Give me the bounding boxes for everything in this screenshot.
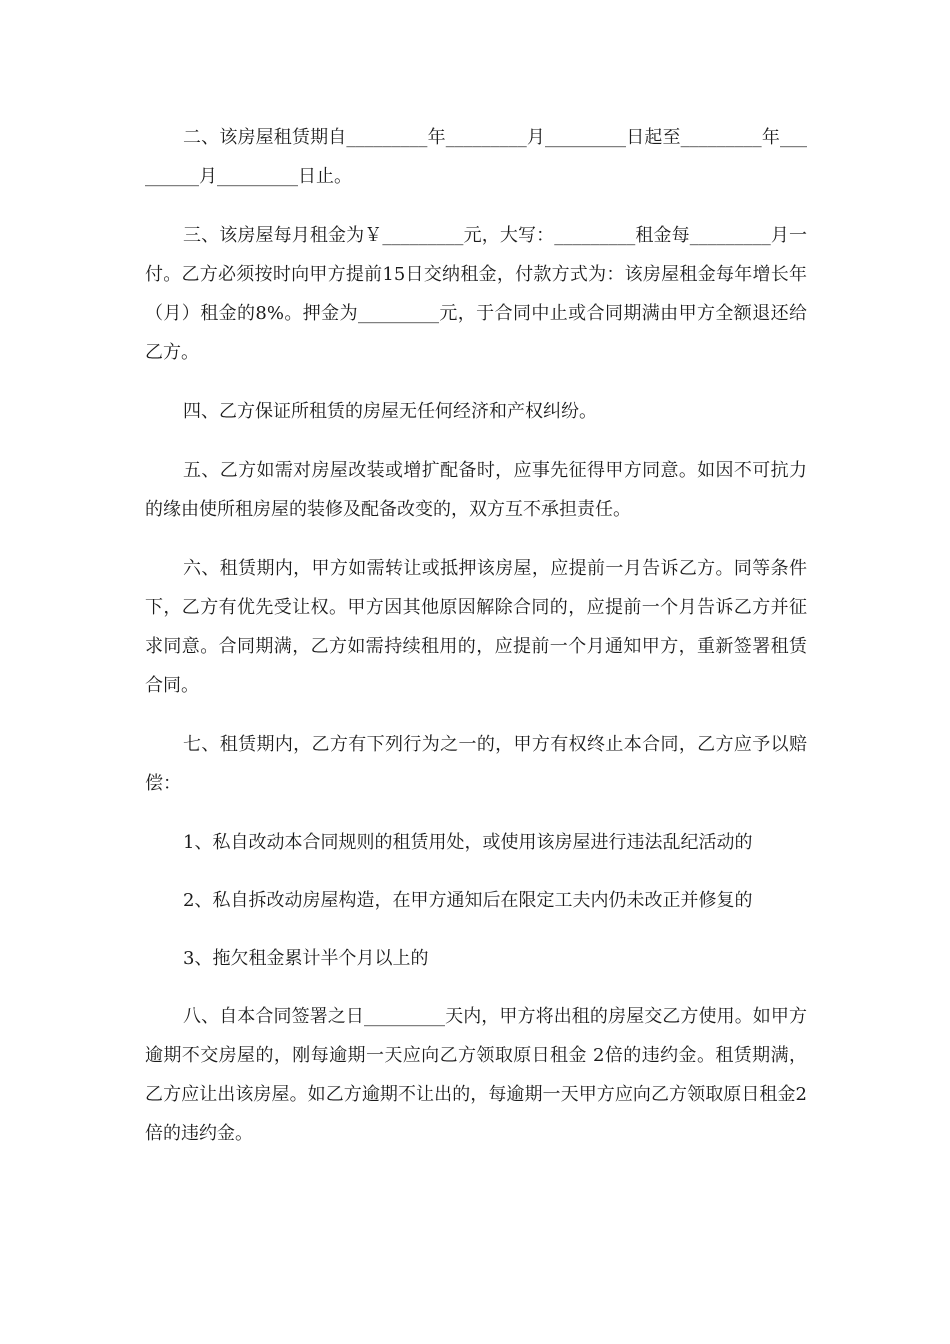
clause-4-paragraph: 四、乙方保证所租赁的房屋无任何经济和产权纠纷。 — [183, 401, 597, 422]
clause-2-paragraph: 二、该房屋租赁期自_________年_________月_________日起至_________年_________月_________日止。 — [145, 127, 807, 187]
clause-6-paragraph: 六、租赁期内，甲方如需转让或抵押该房屋，应提前一月告诉乙方。同等条件下，乙方有优先受让权。甲方因其他原因解除合同的，应提前一个月告诉乙方并征求同意。合同期满，乙方如需持续租用的，应提前一个月通知甲方，重新签署租赁合同。 — [145, 558, 807, 696]
clause-8-paragraph: 八、自本合同签署之日_________天内，甲方将出租的房屋交乙方使用。如甲方逾期不交房屋的，刚每逾期一天应向乙方领取原日租金 2倍的违约金。租赁期满，乙方应让出该房屋。如乙方逾期不让出的，每逾期一天甲方应向乙方领取原日租金2倍的违约金。 — [145, 1006, 807, 1144]
contract-page — [145, 118, 807, 1173]
clause-3-paragraph: 三、该房屋每月租金为￥_________元，大写：_________租金每_________月一付。乙方必须按时向甲方提前15日交纳租金，付款方式为：该房屋租金每年增长年（月）租金的8%。押金为_________元，于合同中止或合同期满由甲方全额退还给乙方。 — [145, 225, 807, 363]
clause-5-paragraph: 五、乙方如需对房屋改装或增扩配备时，应事先征得甲方同意。如因不可抗力的缘由使所租房屋的装修及配备改变的，双方互不承担责任。 — [145, 460, 807, 520]
clause-7-item-2: 2、私自拆改动房屋构造，在甲方通知后在限定工夫内仍未改正并修复的 — [183, 890, 753, 911]
clause-7-item-1: 1、私自改动本合同规则的租赁用处，或使用该房屋进行违法乱纪活动的 — [183, 832, 753, 853]
clause-7-item-3: 3、拖欠租金累计半个月以上的 — [183, 948, 429, 969]
clause-7-paragraph: 七、租赁期内，乙方有下列行为之一的，甲方有权终止本合同，乙方应予以赔偿： — [145, 734, 807, 794]
